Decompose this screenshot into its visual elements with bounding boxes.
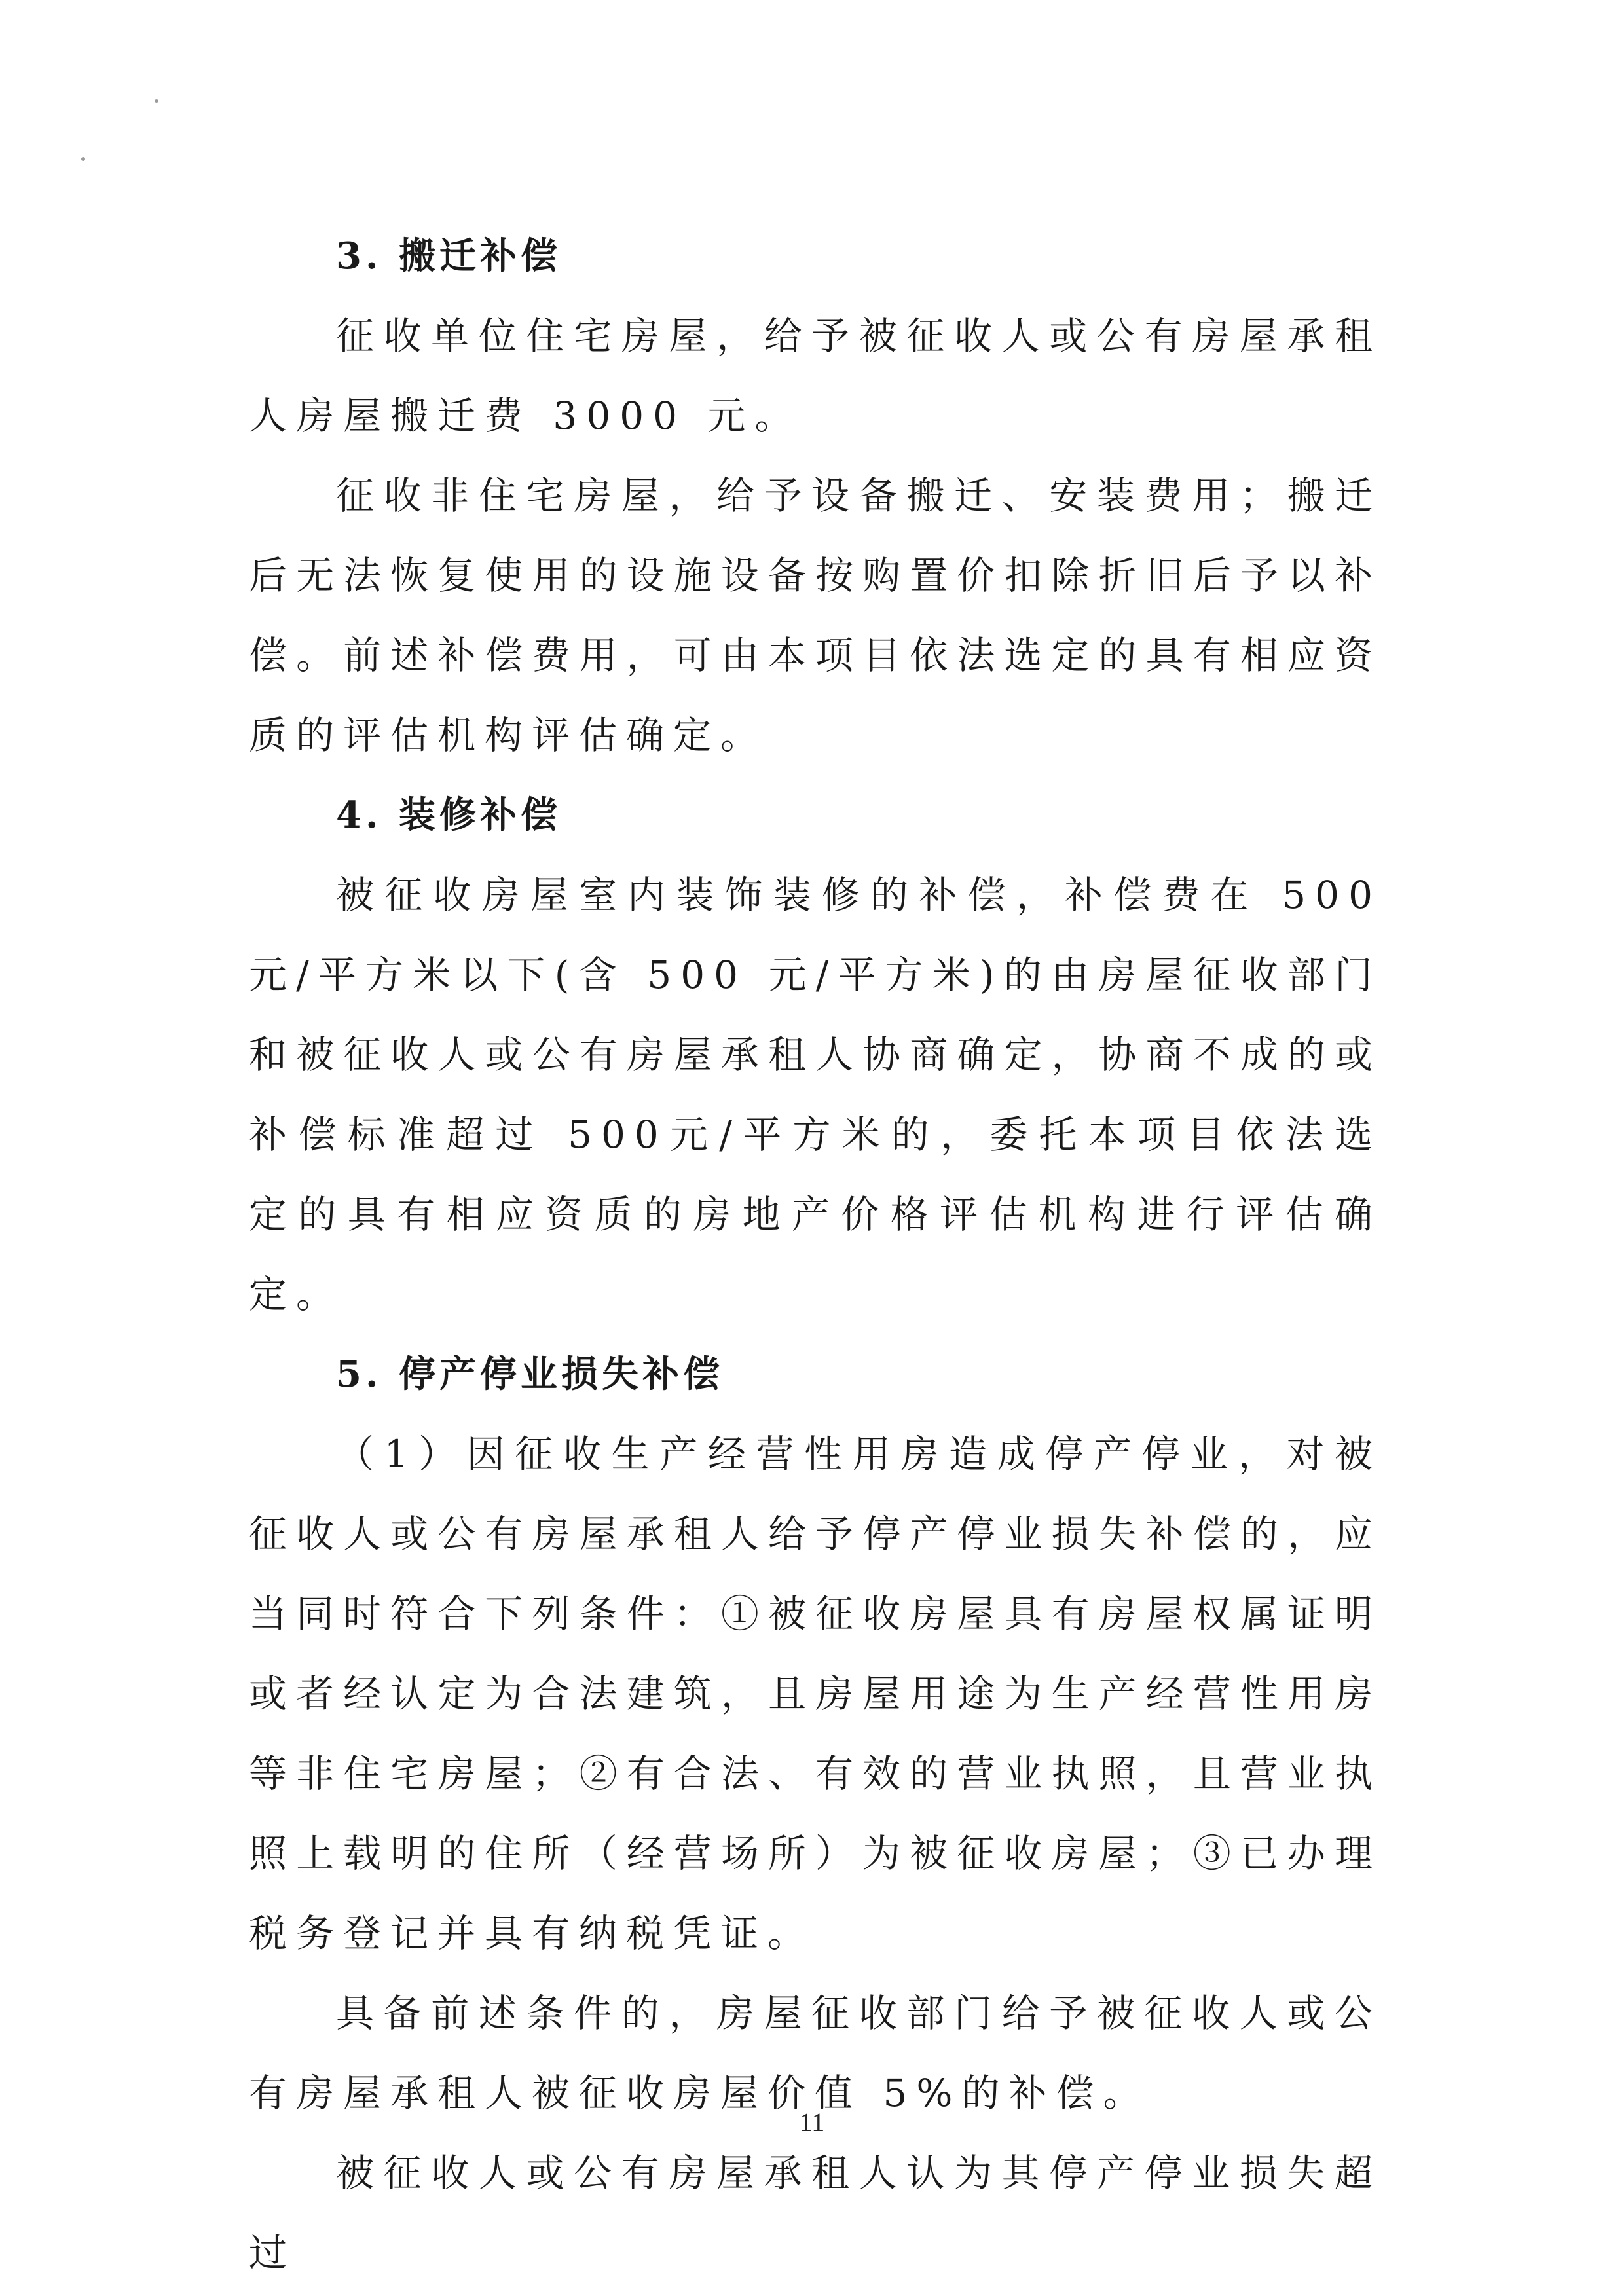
section-heading-relocation: 3. 搬迁补偿 bbox=[336, 234, 561, 278]
document-body bbox=[249, 216, 1382, 2293]
paragraph: 被征收人或公有房屋承租人认为其停产停业损失超过 bbox=[249, 2151, 1382, 2275]
page-number: 11 bbox=[799, 2107, 825, 2137]
section-heading-business-loss: 5. 停产停业损失补偿 bbox=[336, 1353, 724, 1396]
scan-speck bbox=[155, 99, 158, 103]
paragraph: 征收非住宅房屋，给予设备搬迁、安装费用；搬迁后无法恢复使用的设施设备按购置价扣除折旧后予以补偿。前述补偿费用，可由本项目依法选定的具有相应资质的评估机构评估确定。 bbox=[249, 473, 1382, 757]
paragraph: 征收单位住宅房屋，给予被征收人或公有房屋承租人房屋搬迁费 3000 元。 bbox=[249, 314, 1382, 438]
paragraph: 具备前述条件的，房屋征收部门给予被征收人或公有房屋承租人被征收房屋价值 5%的补偿。 bbox=[249, 1991, 1382, 2115]
scan-speck bbox=[81, 157, 85, 161]
section-heading-decoration: 4. 装修补偿 bbox=[336, 793, 561, 837]
paragraph: （1）因征收生产经营性用房造成停产停业，对被征收人或公有房屋承租人给予停产停业损失补偿的，应当同时符合下列条件：①被征收房屋具有房屋权属证明或者经认定为合法建筑，且房屋用途为生产经营性用房等非住宅房屋；②有合法、有效的营业执照，且营业执照上载明的住所（经营场所）为被征收房屋；③已办理税务登记并具有纳税凭证。 bbox=[249, 1432, 1382, 1956]
paragraph: 被征收房屋室内装饰装修的补偿，补偿费在 500 元/平方米以下(含 500 元/平方米)的由房屋征收部门和被征收人或公有房屋承租人协商确定，协商不成的或补偿标准超过 500元/平方米的，委托本项目依法选定的具有相应资质的房地产价格评估机构进行评估确定。 bbox=[249, 873, 1382, 1317]
